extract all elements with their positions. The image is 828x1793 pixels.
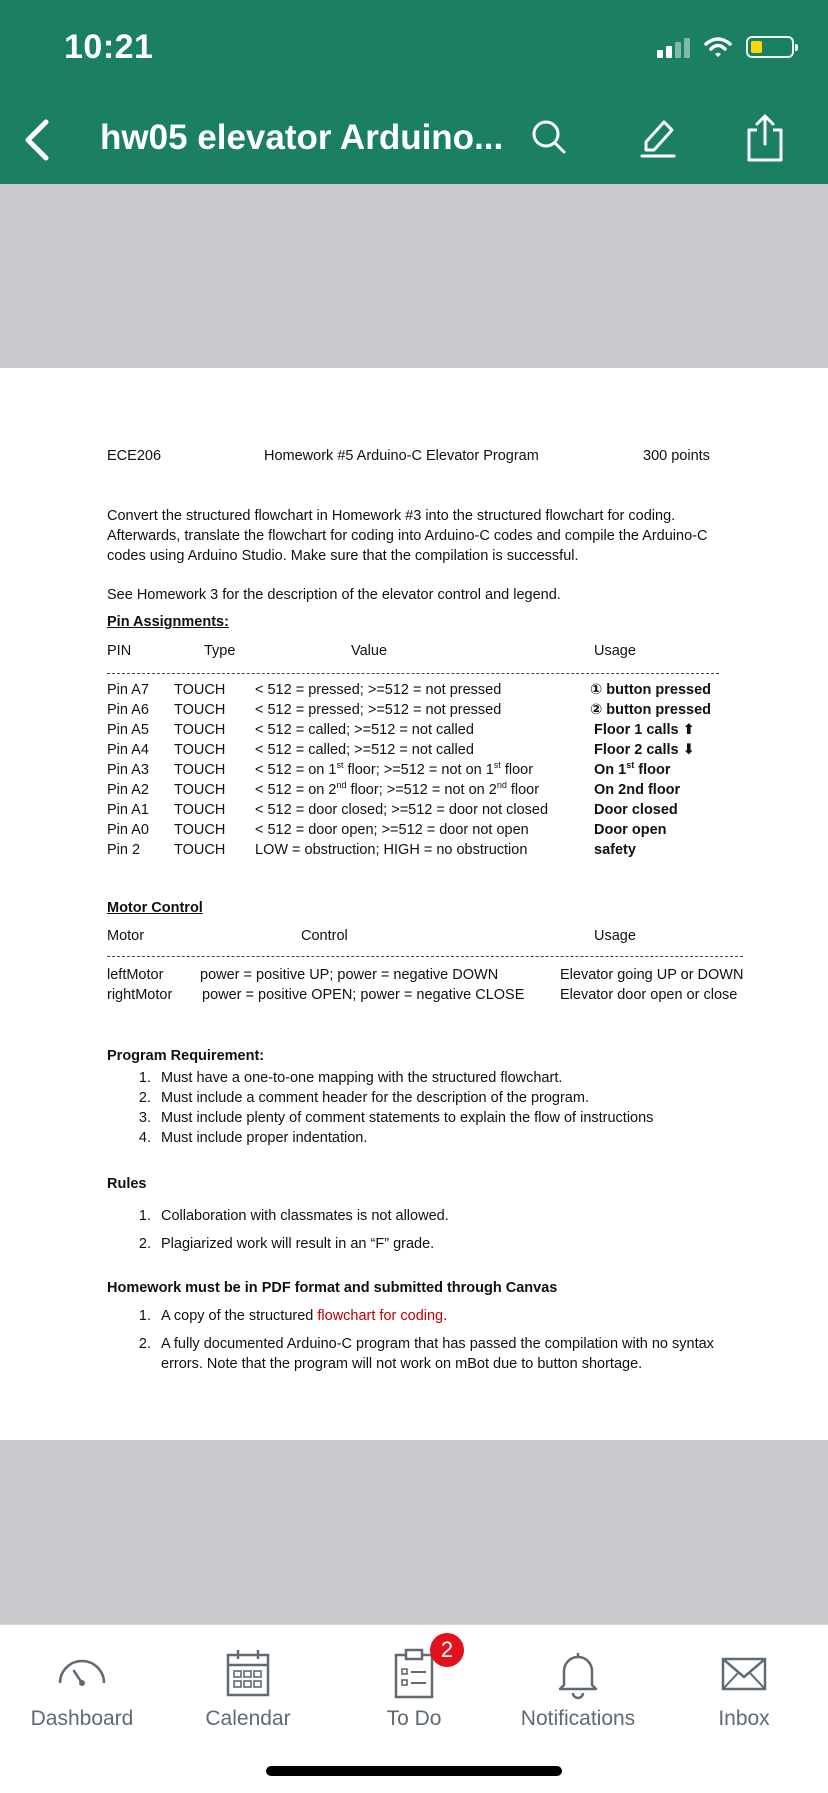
table-row (107, 842, 747, 862)
cellular-signal-icon (657, 36, 690, 58)
value-cell: < 512 = on 1st floor; >=512 = not on 1st floor (255, 760, 534, 778)
motor-cell: rightMotor (107, 987, 173, 1003)
home-indicator[interactable] (266, 1766, 562, 1776)
submission-heading: Homework must be in PDF format and submitted through Canvas (107, 1280, 558, 1296)
table-row (107, 702, 747, 722)
homework-title: Homework #5 Arduino-C Elevator Program (264, 448, 539, 464)
wifi-icon (704, 36, 732, 58)
motor-control-heading: Motor Control (107, 900, 203, 916)
app-header (0, 0, 828, 184)
usage-col-header: Usage (594, 928, 636, 944)
document-page[interactable] (0, 368, 828, 1440)
pin-cell: Pin A3 (107, 762, 149, 778)
bell-icon (550, 1645, 606, 1701)
motor-table-divider (107, 956, 743, 957)
table-row (107, 722, 747, 742)
usage-cell: Door open (594, 822, 667, 838)
table-row (107, 742, 747, 762)
usage-cell: On 2nd floor (594, 782, 681, 798)
dashboard-icon (54, 1645, 110, 1701)
calendar-icon (220, 1645, 276, 1701)
tab-label: Calendar (205, 1707, 291, 1730)
submission-list (107, 1306, 755, 1374)
usage-cell: Elevator door open or close (560, 987, 738, 1003)
type-cell: TOUCH (174, 682, 226, 698)
pin-cell: Pin A4 (107, 742, 149, 758)
value-cell: < 512 = called; >=512 = not called (255, 722, 474, 738)
pin-cell: Pin A1 (107, 802, 149, 818)
pin-table-header (107, 643, 747, 663)
list-item: 1. Collaboration with classmates is not allowed. (155, 1202, 449, 1230)
tab-label: Dashboard (30, 1707, 134, 1730)
usage-col-header: Usage (594, 643, 636, 659)
type-cell: TOUCH (174, 742, 226, 758)
usage-cell: Floor 1 calls ⬆ (594, 722, 695, 738)
table-row (107, 682, 747, 702)
usage-cell: Floor 2 calls ⬇ (594, 742, 695, 758)
type-col-header: Type (204, 643, 236, 659)
motor-col-header: Motor (107, 928, 145, 944)
points-label: 300 points (643, 448, 710, 464)
list-item: 2. Must include a comment header for the description of the program. (155, 1088, 653, 1108)
intro-paragraph: Convert the structured flowchart in Homework #3 into the structured flowchart for coding. Afterwards, translate the flowchart for coding into Arduino-C codes and compile the Arduino-C codes using Arduino Studio. Make sure that the compilation is successful. (107, 508, 708, 564)
tab-label: Inbox (718, 1707, 770, 1730)
list-item: 2. Plagiarized work will result in an “F” grade. (155, 1230, 449, 1258)
table-row (107, 967, 747, 987)
tab-todo[interactable] (334, 1625, 494, 1745)
type-cell: TOUCH (174, 722, 226, 738)
control-col-header: Control (301, 928, 348, 944)
value-cell: < 512 = door closed; >=512 = door not closed (255, 802, 549, 818)
value-cell: < 512 = door open; >=512 = door not open (255, 822, 529, 838)
table-row (107, 782, 747, 802)
page-gap-top (0, 184, 828, 368)
usage-cell: ① button pressed (590, 682, 712, 698)
motor-cell: leftMotor (107, 967, 164, 983)
search-icon[interactable] (524, 110, 574, 166)
page-gap-bottom (0, 1440, 828, 1624)
type-cell: TOUCH (174, 782, 226, 798)
list-item: 2. A fully documented Arduino-C program that has passed the compilation with no syntax errors. Note that the program will not work on mBot due to button shortage. (155, 1334, 755, 1374)
control-cell: power = positive OPEN; power = negative CLOSE (202, 987, 525, 1003)
pin-col-header: PIN (107, 643, 132, 659)
type-cell: TOUCH (174, 822, 226, 838)
pin-cell: Pin A5 (107, 722, 149, 738)
value-cell: < 512 = on 2nd floor; >=512 = not on 2nd floor (255, 780, 540, 798)
envelope-icon (716, 1645, 772, 1701)
value-cell: < 512 = called; >=512 = not called (255, 742, 474, 758)
value-cell: < 512 = pressed; >=512 = not pressed (255, 682, 502, 698)
tab-label: To Do (386, 1707, 442, 1730)
list-item: 4. Must include proper indentation. (155, 1128, 653, 1148)
list-item: 1. Must have a one-to-one mapping with the structured flowchart. (155, 1068, 653, 1088)
tab-dashboard[interactable] (2, 1625, 162, 1745)
control-cell: power = positive UP; power = negative DOWN (200, 967, 499, 983)
type-cell: TOUCH (174, 802, 226, 818)
todo-count-badge: 2 (430, 1633, 464, 1667)
pin-cell: Pin A2 (107, 782, 149, 798)
usage-cell: On 1st floor (594, 760, 671, 778)
value-col-header: Value (351, 643, 388, 659)
back-button[interactable] (18, 116, 58, 164)
pin-cell: Pin A7 (107, 682, 149, 698)
type-cell: TOUCH (174, 842, 226, 858)
table-row (107, 822, 747, 842)
battery-icon (746, 36, 794, 58)
motor-table-header (107, 928, 747, 948)
document-title: hw05 elevator Arduino... (100, 118, 504, 157)
status-icons (657, 36, 794, 58)
usage-cell: ② button pressed (590, 702, 712, 718)
usage-cell: safety (594, 842, 636, 858)
rules-list (107, 1202, 449, 1258)
requirements-list (107, 1068, 653, 1148)
type-cell: TOUCH (174, 762, 226, 778)
status-time: 10:21 (64, 28, 154, 66)
type-cell: TOUCH (174, 702, 226, 718)
usage-cell: Elevator going UP or DOWN (560, 967, 744, 983)
value-cell: LOW = obstruction; HIGH = no obstruction (255, 842, 528, 858)
value-cell: < 512 = pressed; >=512 = not pressed (255, 702, 502, 718)
tab-label: Notifications (520, 1707, 636, 1730)
usage-cell: Door closed (594, 802, 678, 818)
table-row (107, 987, 747, 1007)
highlighter-icon[interactable] (632, 110, 682, 166)
table-row (107, 762, 747, 782)
pin-cell: Pin 2 (107, 842, 141, 858)
pin-table-divider (107, 673, 719, 674)
tab-inbox[interactable] (664, 1625, 824, 1745)
list-item: 1. A copy of the structured flowchart for coding. (155, 1306, 755, 1326)
flowchart-link[interactable]: flowchart for coding (317, 1308, 444, 1324)
course-code: ECE206 (107, 448, 162, 464)
program-requirement-heading: Program Requirement: (107, 1048, 265, 1064)
pin-assignments-heading: Pin Assignments: (107, 614, 229, 630)
pin-cell: Pin A6 (107, 702, 149, 718)
rules-heading: Rules (107, 1176, 147, 1192)
see-homework-note: See Homework 3 for the description of the elevator control and legend. (107, 587, 561, 603)
pin-cell: Pin A0 (107, 822, 149, 838)
tab-calendar[interactable] (168, 1625, 328, 1745)
table-row (107, 802, 747, 822)
list-item: 3. Must include plenty of comment statements to explain the flow of instructions (155, 1108, 653, 1128)
share-icon[interactable] (740, 110, 790, 166)
tab-notifications[interactable] (498, 1625, 658, 1745)
